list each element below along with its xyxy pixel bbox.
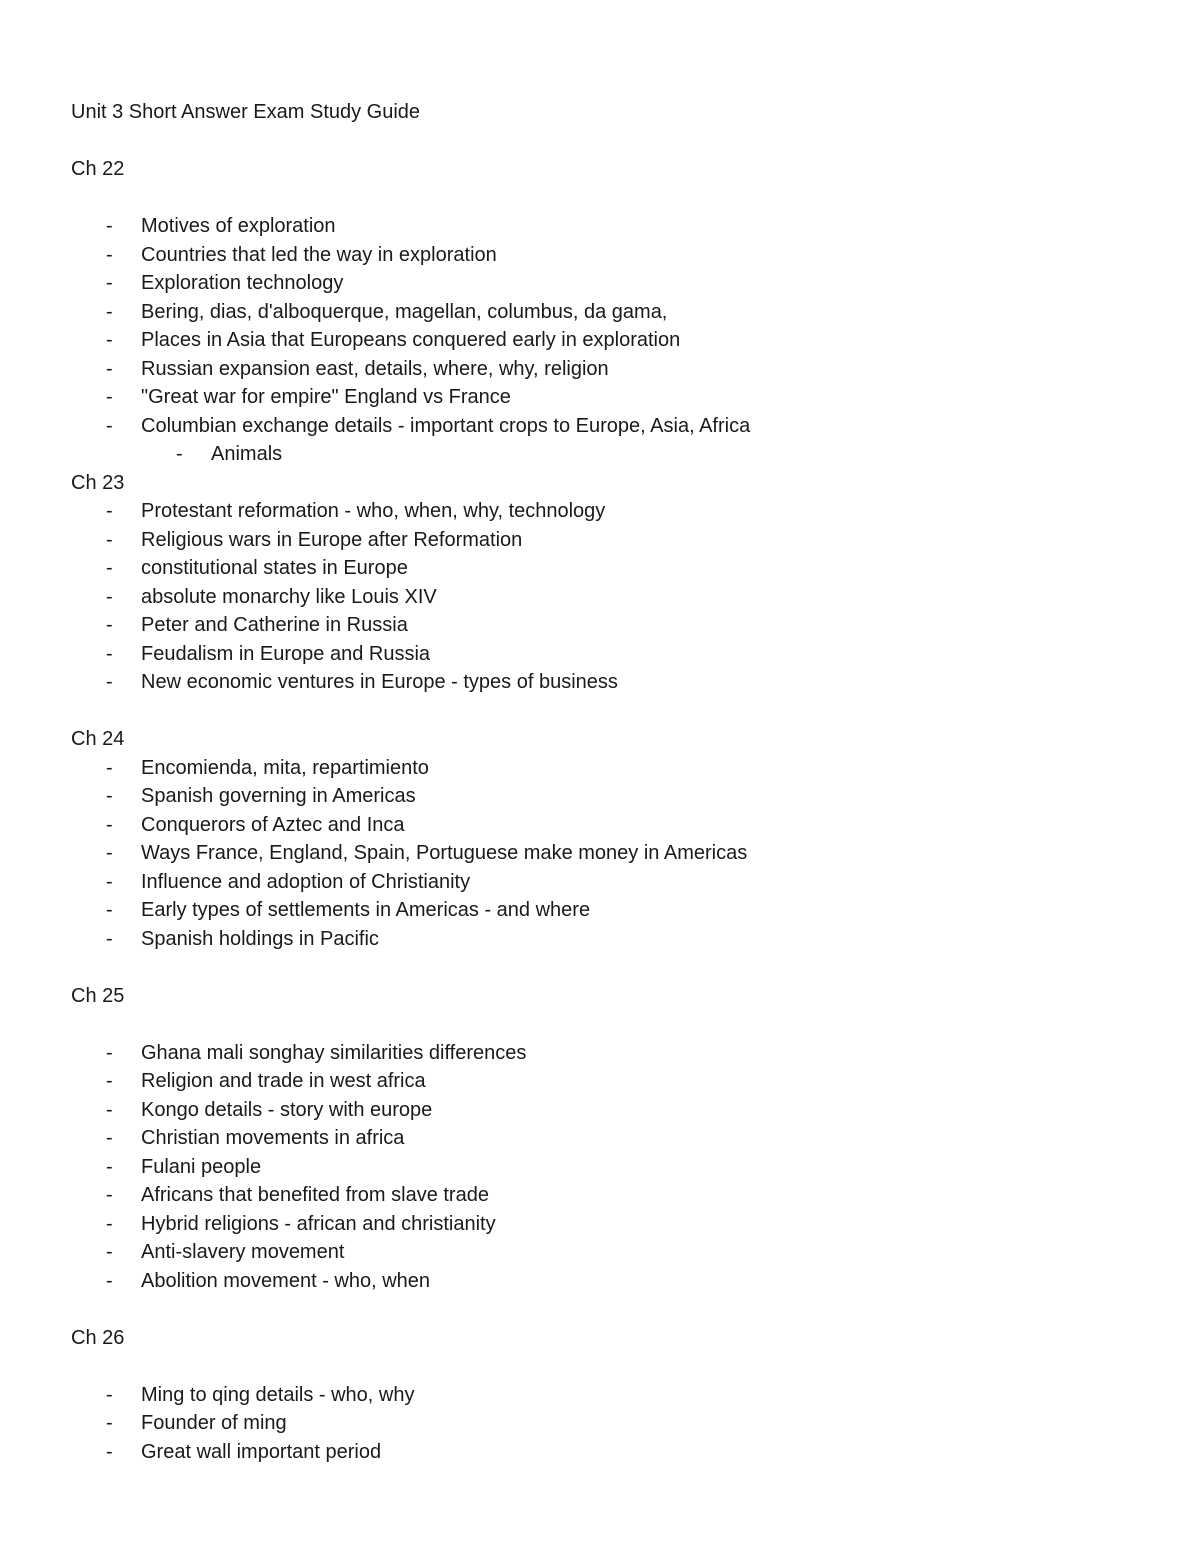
list-item-text: Animals xyxy=(211,443,283,465)
bullet-dash: - xyxy=(176,443,183,465)
bullet-dash: - xyxy=(106,1383,113,1406)
list-item xyxy=(71,1067,1131,1096)
section-heading-ch24: Ch 24 xyxy=(71,728,125,750)
bullet-dash: - xyxy=(106,1041,113,1064)
spacer xyxy=(71,1352,1131,1381)
list-item-text: constitutional states in Europe xyxy=(141,557,408,579)
list-item xyxy=(71,298,1131,327)
bullet-dash: - xyxy=(106,329,113,351)
bullet-dash: - xyxy=(106,272,113,294)
list-item-text: Ming to qing details - who, why xyxy=(141,1383,415,1406)
section-heading-ch25: Ch 25 xyxy=(71,984,125,1007)
list-item-text: Early types of settlements in Americas - and where xyxy=(141,899,591,921)
list-item-text: Great wall important period xyxy=(141,1440,382,1463)
list-item xyxy=(71,241,1131,270)
bullet-dash: - xyxy=(106,813,113,836)
list-item-text: Ways France, England, Spain, Portuguese make money in Americas xyxy=(141,842,748,864)
bullet-dash: - xyxy=(106,1127,113,1149)
bullet-dash: - xyxy=(106,785,113,807)
list-item-text: Motives of exploration xyxy=(141,215,336,237)
list-item xyxy=(71,1210,1131,1239)
bullet-dash: - xyxy=(106,500,113,522)
list-item-text: Countries that led the way in exploration xyxy=(141,243,497,266)
list-item-text: Kongo details - story with europe xyxy=(141,1098,433,1121)
spacer xyxy=(71,953,1131,982)
document-page xyxy=(71,98,1131,1466)
list-item-text: Founder of ming xyxy=(141,1412,287,1434)
list-item-text: Feudalism in Europe and Russia xyxy=(141,642,431,665)
list-item-text: Africans that benefited from slave trade xyxy=(141,1184,489,1206)
section-heading-ch23: Ch 23 xyxy=(71,471,125,494)
bullet-dash: - xyxy=(106,1412,113,1434)
bullet-dash: - xyxy=(106,386,113,408)
list-item xyxy=(71,1181,1131,1210)
list-item-text: Columbian exchange details - important crops to Europe, Asia, Africa xyxy=(141,414,751,437)
list-item xyxy=(71,1238,1131,1267)
list-item xyxy=(71,754,1131,783)
bullet-dash: - xyxy=(106,414,113,437)
list-item xyxy=(71,782,1131,811)
list-item-text: "Great war for empire" England vs France xyxy=(141,386,511,408)
list-item xyxy=(71,212,1131,241)
list-item xyxy=(71,811,1131,840)
bullet-dash: - xyxy=(106,357,113,380)
list-item xyxy=(71,583,1131,612)
bullet-dash: - xyxy=(106,215,113,237)
bullet-dash: - xyxy=(106,528,113,551)
bullet-dash: - xyxy=(106,585,113,608)
bullet-dash: - xyxy=(106,614,113,636)
spacer xyxy=(71,184,1131,213)
list-item-text: Christian movements in africa xyxy=(141,1127,405,1149)
list-item-text: Exploration technology xyxy=(141,272,344,294)
list-item-text: Anti-slavery movement xyxy=(141,1241,345,1263)
list-item xyxy=(71,326,1131,355)
list-item-text: Peter and Catherine in Russia xyxy=(141,614,408,636)
list-item-text: Spanish governing in Americas xyxy=(141,785,416,807)
bullet-dash: - xyxy=(106,557,113,579)
list-item xyxy=(71,383,1131,412)
bullet-dash: - xyxy=(106,1241,113,1263)
bullet-dash: - xyxy=(106,756,113,779)
list-item-text: Encomienda, mita, repartimiento xyxy=(141,756,429,779)
section-heading-ch26: Ch 26 xyxy=(71,1326,125,1349)
list-item xyxy=(71,868,1131,897)
list-item-text: Places in Asia that Europeans conquered early in exploration xyxy=(141,329,681,351)
list-item xyxy=(71,1153,1131,1182)
spacer xyxy=(71,697,1131,726)
list-item-text: Conquerors of Aztec and Inca xyxy=(141,813,405,836)
bullet-dash: - xyxy=(106,642,113,665)
list-item xyxy=(71,1438,1131,1467)
bullet-dash: - xyxy=(106,243,113,266)
list-item xyxy=(71,668,1131,697)
bullet-dash: - xyxy=(106,1155,113,1178)
list-item-text: Abolition movement - who, when xyxy=(141,1269,431,1292)
list-item-text: Ghana mali songhay similarities differences xyxy=(141,1041,527,1064)
bullet-dash: - xyxy=(106,1070,113,1092)
list-item xyxy=(71,1267,1131,1296)
list-item-text: absolute monarchy like Louis XIV xyxy=(141,585,437,608)
bullet-dash: - xyxy=(106,927,113,950)
list-item-text: Bering, dias, d'alboquerque, magellan, columbus, da gama, xyxy=(141,300,668,323)
list-item-text: Protestant reformation - who, when, why, technology xyxy=(141,500,606,522)
list-item xyxy=(71,1039,1131,1068)
list-item xyxy=(71,1124,1131,1153)
section-heading-ch22: Ch 22 xyxy=(71,158,125,180)
bullet-dash: - xyxy=(106,1184,113,1206)
bullet-dash: - xyxy=(106,1440,113,1463)
list-item xyxy=(71,1096,1131,1125)
list-item xyxy=(71,640,1131,669)
bullet-dash: - xyxy=(106,1212,113,1235)
list-item xyxy=(71,611,1131,640)
list-item-text: New economic ventures in Europe - types of business xyxy=(141,671,618,693)
list-item xyxy=(71,925,1131,954)
list-item xyxy=(71,1381,1131,1410)
list-item-text: Religious wars in Europe after Reformation xyxy=(141,528,523,551)
list-item xyxy=(71,896,1131,925)
spacer xyxy=(71,1010,1131,1039)
bullet-dash: - xyxy=(106,899,113,921)
list-item-text: Spanish holdings in Pacific xyxy=(141,927,379,950)
bullet-dash: - xyxy=(106,870,113,893)
bullet-dash: - xyxy=(106,671,113,693)
bullet-dash: - xyxy=(106,1269,113,1292)
list-item xyxy=(71,1409,1131,1438)
list-item-text: Russian expansion east, details, where, why, religion xyxy=(141,357,609,380)
list-item-text: Hybrid religions - african and christianity xyxy=(141,1212,496,1235)
bullet-dash: - xyxy=(106,1098,113,1121)
spacer xyxy=(71,127,1131,156)
list-item xyxy=(71,412,1131,441)
list-item-text: Fulani people xyxy=(141,1155,262,1178)
list-item xyxy=(71,839,1131,868)
document-title: Unit 3 Short Answer Exam Study Guide xyxy=(71,101,421,123)
list-item xyxy=(71,526,1131,555)
list-item-text: Religion and trade in west africa xyxy=(141,1070,426,1092)
bullet-dash: - xyxy=(106,842,113,864)
bullet-dash: - xyxy=(106,300,113,323)
list-item xyxy=(71,554,1131,583)
spacer xyxy=(71,1295,1131,1324)
list-item-text: Influence and adoption of Christianity xyxy=(141,870,471,893)
list-item xyxy=(71,497,1131,526)
list-item xyxy=(71,269,1131,298)
sub-list-item xyxy=(71,440,1131,469)
list-item xyxy=(71,355,1131,384)
